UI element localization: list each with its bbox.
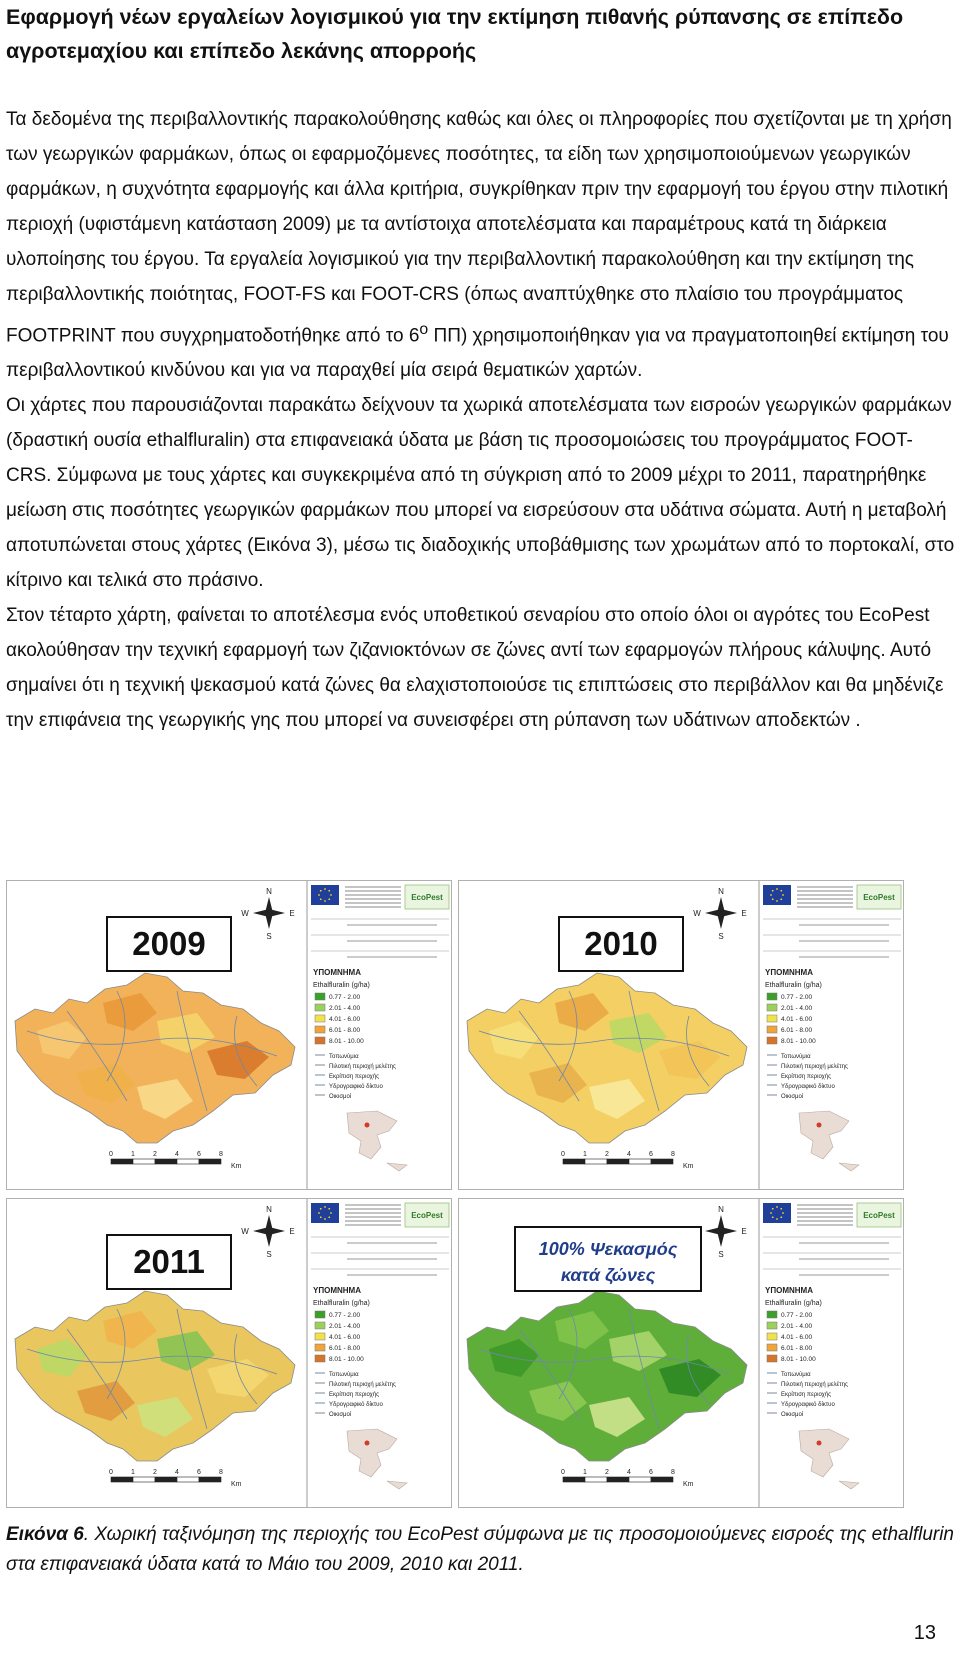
page-title: Εφαρμογή νέων εργαλείων λογισμικού για την εκτίμηση πιθανής ρύπανσης σε επίπεδο αγροτεμαχίου και επίπεδο λεκάνης απορροής — [6, 5, 904, 63]
ecopest-brand: EcoPest — [863, 1211, 895, 1220]
legend-class-label: 6.01 - 8.00 — [329, 1345, 361, 1352]
legend-subtitle: Ethalfluralin (g/ha) — [765, 982, 822, 989]
eu-flag-icon — [311, 885, 339, 905]
legend-class-label: 4.01 - 6.00 — [781, 1334, 813, 1341]
legend-class-label: 6.01 - 8.00 — [329, 1027, 361, 1034]
scale-tick-label: 2 — [605, 1469, 609, 1476]
scale-unit: Km — [683, 1481, 694, 1488]
scenario-label-line2: κατά ζώνες — [560, 1265, 656, 1285]
page-number: 13 — [913, 1622, 936, 1644]
scale-tick-label: 6 — [197, 1469, 201, 1476]
legend-swatch — [315, 1333, 325, 1340]
scale-unit: Km — [231, 1481, 242, 1488]
scale-tick-label: 6 — [649, 1151, 653, 1158]
legend-class-label: 2.01 - 4.00 — [781, 1005, 813, 1012]
legend-extra-label: Τοπωνύμια — [781, 1372, 811, 1378]
scale-tick-label: 2 — [153, 1151, 157, 1158]
scale-tick-label: 8 — [219, 1469, 223, 1476]
legend-class-label: 0.77 - 2.00 — [329, 994, 361, 1001]
ecopest-brand: EcoPest — [863, 893, 895, 902]
legend-swatch — [315, 1004, 325, 1011]
north-label: N — [266, 1205, 272, 1214]
west-label: W — [241, 1227, 249, 1236]
scale-tick-label: 6 — [649, 1469, 653, 1476]
scale-tick-label: 1 — [583, 1151, 587, 1158]
map-panel-2010 — [458, 880, 904, 1190]
south-label: S — [718, 932, 724, 941]
legend-title: ΥΠΟΜΝΗΜΑ — [765, 1286, 813, 1295]
legend-swatch — [767, 1322, 777, 1329]
legend-extra-label: Οικισμοί — [781, 1094, 804, 1100]
legend-class-label: 2.01 - 4.00 — [329, 1005, 361, 1012]
scale-tick-label: 1 — [131, 1469, 135, 1476]
legend-swatch — [315, 1015, 325, 1022]
caption-text: . Χωρική ταξινόμηση της περιοχής του EcoPest σύμφωνα με τις προσομοιούμενες εισροές της ethalflurin στα επιφανειακά ύδατα κατά το Μάιο του 2009, 2010 και 2011. — [6, 1524, 954, 1575]
legend-extra-label: Εκρίπιση περιοχής — [781, 1074, 832, 1080]
legend-class-label: 6.01 - 8.00 — [781, 1027, 813, 1034]
body-text — [6, 102, 956, 738]
legend-class-label: 0.77 - 2.00 — [781, 1312, 813, 1319]
legend-subtitle: Ethalfluralin (g/ha) — [313, 1300, 370, 1307]
east-label: E — [289, 909, 295, 918]
scale-tick-label: 4 — [627, 1151, 631, 1158]
ecopest-brand: EcoPest — [411, 1211, 443, 1220]
legend-class-label: 8.01 - 10.00 — [781, 1038, 816, 1045]
greece-inset-map — [799, 1111, 859, 1171]
south-label: S — [266, 932, 272, 941]
paragraph-3: Στον τέταρτο χάρτη, φαίνεται το αποτέλεσμα ενός υποθετικού σεναρίου στο οποίο όλοι οι αγρότες του EcoPest ακολούθησαν την τεχνική εφαρμογή των ζιζανιοκτόνων σε ζώνες αντί των εφαρμογών πλήρους κάλυψης. Αυτό σημαίνει ότι η τεχνική ψεκασμού κατά ζώνες θα ελαχιστοποιούσε τις επιπτώσεις στο περιβάλλον και θα μηδένιζε την επιφάνεια της γεωργικής γης που μπορεί να συνεισφέρει στη ρύπανση των υδάτινων αποδεκτών . — [6, 605, 944, 732]
legend-swatch — [315, 1355, 325, 1362]
eu-flag-icon — [763, 1203, 791, 1223]
scale-unit: Km — [231, 1163, 242, 1170]
scale-tick-label: 2 — [153, 1469, 157, 1476]
scale-tick-label: 4 — [175, 1469, 179, 1476]
legend-class-label: 8.01 - 10.00 — [329, 1038, 364, 1045]
year-label: 2010 — [584, 925, 658, 962]
legend-title: ΥΠΟΜΝΗΜΑ — [313, 1286, 361, 1295]
legend-subtitle: Ethalfluralin (g/ha) — [765, 1300, 822, 1307]
legend-class-label: 4.01 - 6.00 — [329, 1334, 361, 1341]
legend-extra-label: Υδρογραφικό δίκτυο — [781, 1084, 835, 1090]
map-panel-2009 — [6, 880, 452, 1190]
west-label: W — [241, 909, 249, 918]
legend-extra-label: Πιλοτική περιοχή μελέτης — [329, 1382, 396, 1388]
map-figure-grid — [6, 880, 910, 1510]
legend-class-label: 4.01 - 6.00 — [781, 1016, 813, 1023]
north-label: N — [718, 887, 724, 896]
figure-caption — [6, 1520, 956, 1580]
legend-swatch — [767, 1344, 777, 1351]
scale-tick-label: 8 — [671, 1151, 675, 1158]
legend-swatch — [767, 1004, 777, 1011]
south-label: S — [718, 1250, 724, 1259]
legend-extra-label: Τοπωνύμια — [781, 1054, 811, 1060]
legend-extra-label: Τοπωνύμια — [329, 1372, 359, 1378]
map-svg — [7, 1199, 452, 1508]
legend-extra-label: Πιλοτική περιοχή μελέτης — [781, 1064, 848, 1070]
legend-class-label: 8.01 - 10.00 — [329, 1356, 364, 1363]
east-label: E — [741, 909, 747, 918]
legend-class-label: 8.01 - 10.00 — [781, 1356, 816, 1363]
scale-tick-label: 8 — [671, 1469, 675, 1476]
greece-inset-map — [347, 1429, 407, 1489]
scale-tick-label: 8 — [219, 1151, 223, 1158]
legend-extra-label: Οικισμοί — [781, 1412, 804, 1418]
north-label: N — [266, 887, 272, 896]
legend-swatch — [767, 1333, 777, 1340]
scale-tick-label: 0 — [109, 1151, 113, 1158]
north-label: N — [718, 1205, 724, 1214]
legend-extra-label: Εκρίπιση περιοχής — [329, 1392, 380, 1398]
scale-tick-label: 1 — [131, 1151, 135, 1158]
greece-inset-map — [799, 1429, 859, 1489]
legend-extra-label: Οικισμοί — [329, 1094, 352, 1100]
legend-title: ΥΠΟΜΝΗΜΑ — [313, 968, 361, 977]
legend-extra-label: Πιλοτική περιοχή μελέτης — [329, 1064, 396, 1070]
eu-flag-icon — [763, 885, 791, 905]
east-label: E — [289, 1227, 295, 1236]
scale-tick-label: 2 — [605, 1151, 609, 1158]
legend-extra-label: Εκρίπιση περιοχής — [781, 1392, 832, 1398]
legend-subtitle: Ethalfluralin (g/ha) — [313, 982, 370, 989]
year-label: 2011 — [133, 1243, 205, 1280]
legend-class-label: 4.01 - 6.00 — [329, 1016, 361, 1023]
legend-swatch — [767, 993, 777, 1000]
legend-class-label: 6.01 - 8.00 — [781, 1345, 813, 1352]
map-svg — [7, 881, 452, 1190]
legend-class-label: 0.77 - 2.00 — [329, 1312, 361, 1319]
west-label: W — [693, 909, 701, 918]
scale-tick-label: 1 — [583, 1469, 587, 1476]
legend-swatch — [315, 1344, 325, 1351]
legend-extra-label: Τοπωνύμια — [329, 1054, 359, 1060]
legend-title: ΥΠΟΜΝΗΜΑ — [765, 968, 813, 977]
legend-class-label: 2.01 - 4.00 — [781, 1323, 813, 1330]
legend-class-label: 0.77 - 2.00 — [781, 994, 813, 1001]
map-svg — [459, 881, 904, 1190]
legend-swatch — [767, 1311, 777, 1318]
legend-swatch — [315, 1026, 325, 1033]
caption-label: Εικόνα 6 — [6, 1524, 84, 1545]
legend-extra-label: Εκρίπιση περιοχής — [329, 1074, 380, 1080]
scale-tick-label: 4 — [175, 1151, 179, 1158]
scale-unit: Km — [683, 1163, 694, 1170]
map-svg — [459, 1199, 904, 1508]
legend-extra-label: Υδρογραφικό δίκτυο — [329, 1084, 383, 1090]
legend-swatch — [767, 1037, 777, 1044]
legend-swatch — [315, 993, 325, 1000]
scale-tick-label: 0 — [561, 1151, 565, 1158]
legend-swatch — [767, 1015, 777, 1022]
legend-extra-label: Οικισμοί — [329, 1412, 352, 1418]
ecopest-brand: EcoPest — [411, 893, 443, 902]
scale-tick-label: 6 — [197, 1151, 201, 1158]
south-label: S — [266, 1250, 272, 1259]
legend-swatch — [767, 1026, 777, 1033]
legend-extra-label: Πιλοτική περιοχή μελέτης — [781, 1382, 848, 1388]
legend-extra-label: Υδρογραφικό δίκτυο — [329, 1402, 383, 1408]
greece-inset-map — [347, 1111, 407, 1171]
east-label: E — [741, 1227, 747, 1236]
map-panel-2011 — [6, 1198, 452, 1508]
scale-tick-label: 4 — [627, 1469, 631, 1476]
eu-flag-icon — [311, 1203, 339, 1223]
paragraph-2: Οι χάρτες που παρουσιάζονται παρακάτω δείχνουν τα χωρικά αποτελέσματα των εισροών γεωργικών φαρμάκων (δραστική ουσία ethalfluralin) στα επιφανειακά ύδατα με βάση τις προσομοιώσεις του προγράμματος FOOT-CRS. Σύμφωνα με τους χάρτες και συγκεκριμένα από τη σύγκριση από το 2009 μέχρι το 2011, παρατηρήθηκε μείωση στις ποσότητες γεωργικών φαρμάκων που μπορεί να εισρεύσουν στα υδάτινα σώματα. Αυτή η μεταβολή αποτυπώνεται στους χάρτες (Εικόνα 3), μέσω τις διαδοχικής υποβάθμισης των χρωμάτων από το πορτοκαλί, στο κίτρινο και τελικά στο πράσινο. — [6, 395, 955, 592]
scenario-label-line1: 100% Ψεκασμός — [538, 1239, 678, 1259]
legend-swatch — [315, 1037, 325, 1044]
legend-swatch — [315, 1322, 325, 1329]
legend-extra-label: Υδρογραφικό δίκτυο — [781, 1402, 835, 1408]
scale-tick-label: 0 — [109, 1469, 113, 1476]
scale-tick-label: 0 — [561, 1469, 565, 1476]
legend-swatch — [315, 1311, 325, 1318]
legend-class-label: 2.01 - 4.00 — [329, 1323, 361, 1330]
year-label: 2009 — [132, 925, 206, 962]
map-panel-strip-spraying — [458, 1198, 904, 1508]
legend-swatch — [767, 1355, 777, 1362]
paragraph-1: Τα δεδομένα της περιβαλλοντικής παρακολούθησης καθώς και όλες οι πληροφορίες που σχετίζονται με τη χρήση των γεωργικών φαρμάκων, όπως οι εφαρμοζόμενες ποσότητες, τα είδη των χρησιμοποιούμενων γεωργικών φαρμάκων, η συχνότητα εφαρμογής και άλλα κριτήρια, συγκρίθηκαν πριν την εφαρμογή του έργου στην πιλοτική περιοχή (υφιστάμενη κατάσταση 2009) με τα αντίστοιχα αποτελέσματα και παραμέτρους κατά τη διάρκεια υλοποίησης του έργου. Τα εργαλεία λογισμικού για την περιβαλλοντική παρακολούθηση και την εκτίμηση της περιβαλλοντικής ποιότητας, FOOT-FS και FOOT-CRS (όπως αναπτύχθηκε στο πλαίσιο του προγράμματος FOOTPRINT που συγχρηματοδοτήθηκε από το $6^o$ ΠΠ) χρησιμοποιήθηκαν για να πραγματοποιηθεί εκτίμηση του περιβαλλοντικού κινδύνου και για να παραχθεί μία σειρά θεματικών χαρτών. — [6, 109, 952, 382]
